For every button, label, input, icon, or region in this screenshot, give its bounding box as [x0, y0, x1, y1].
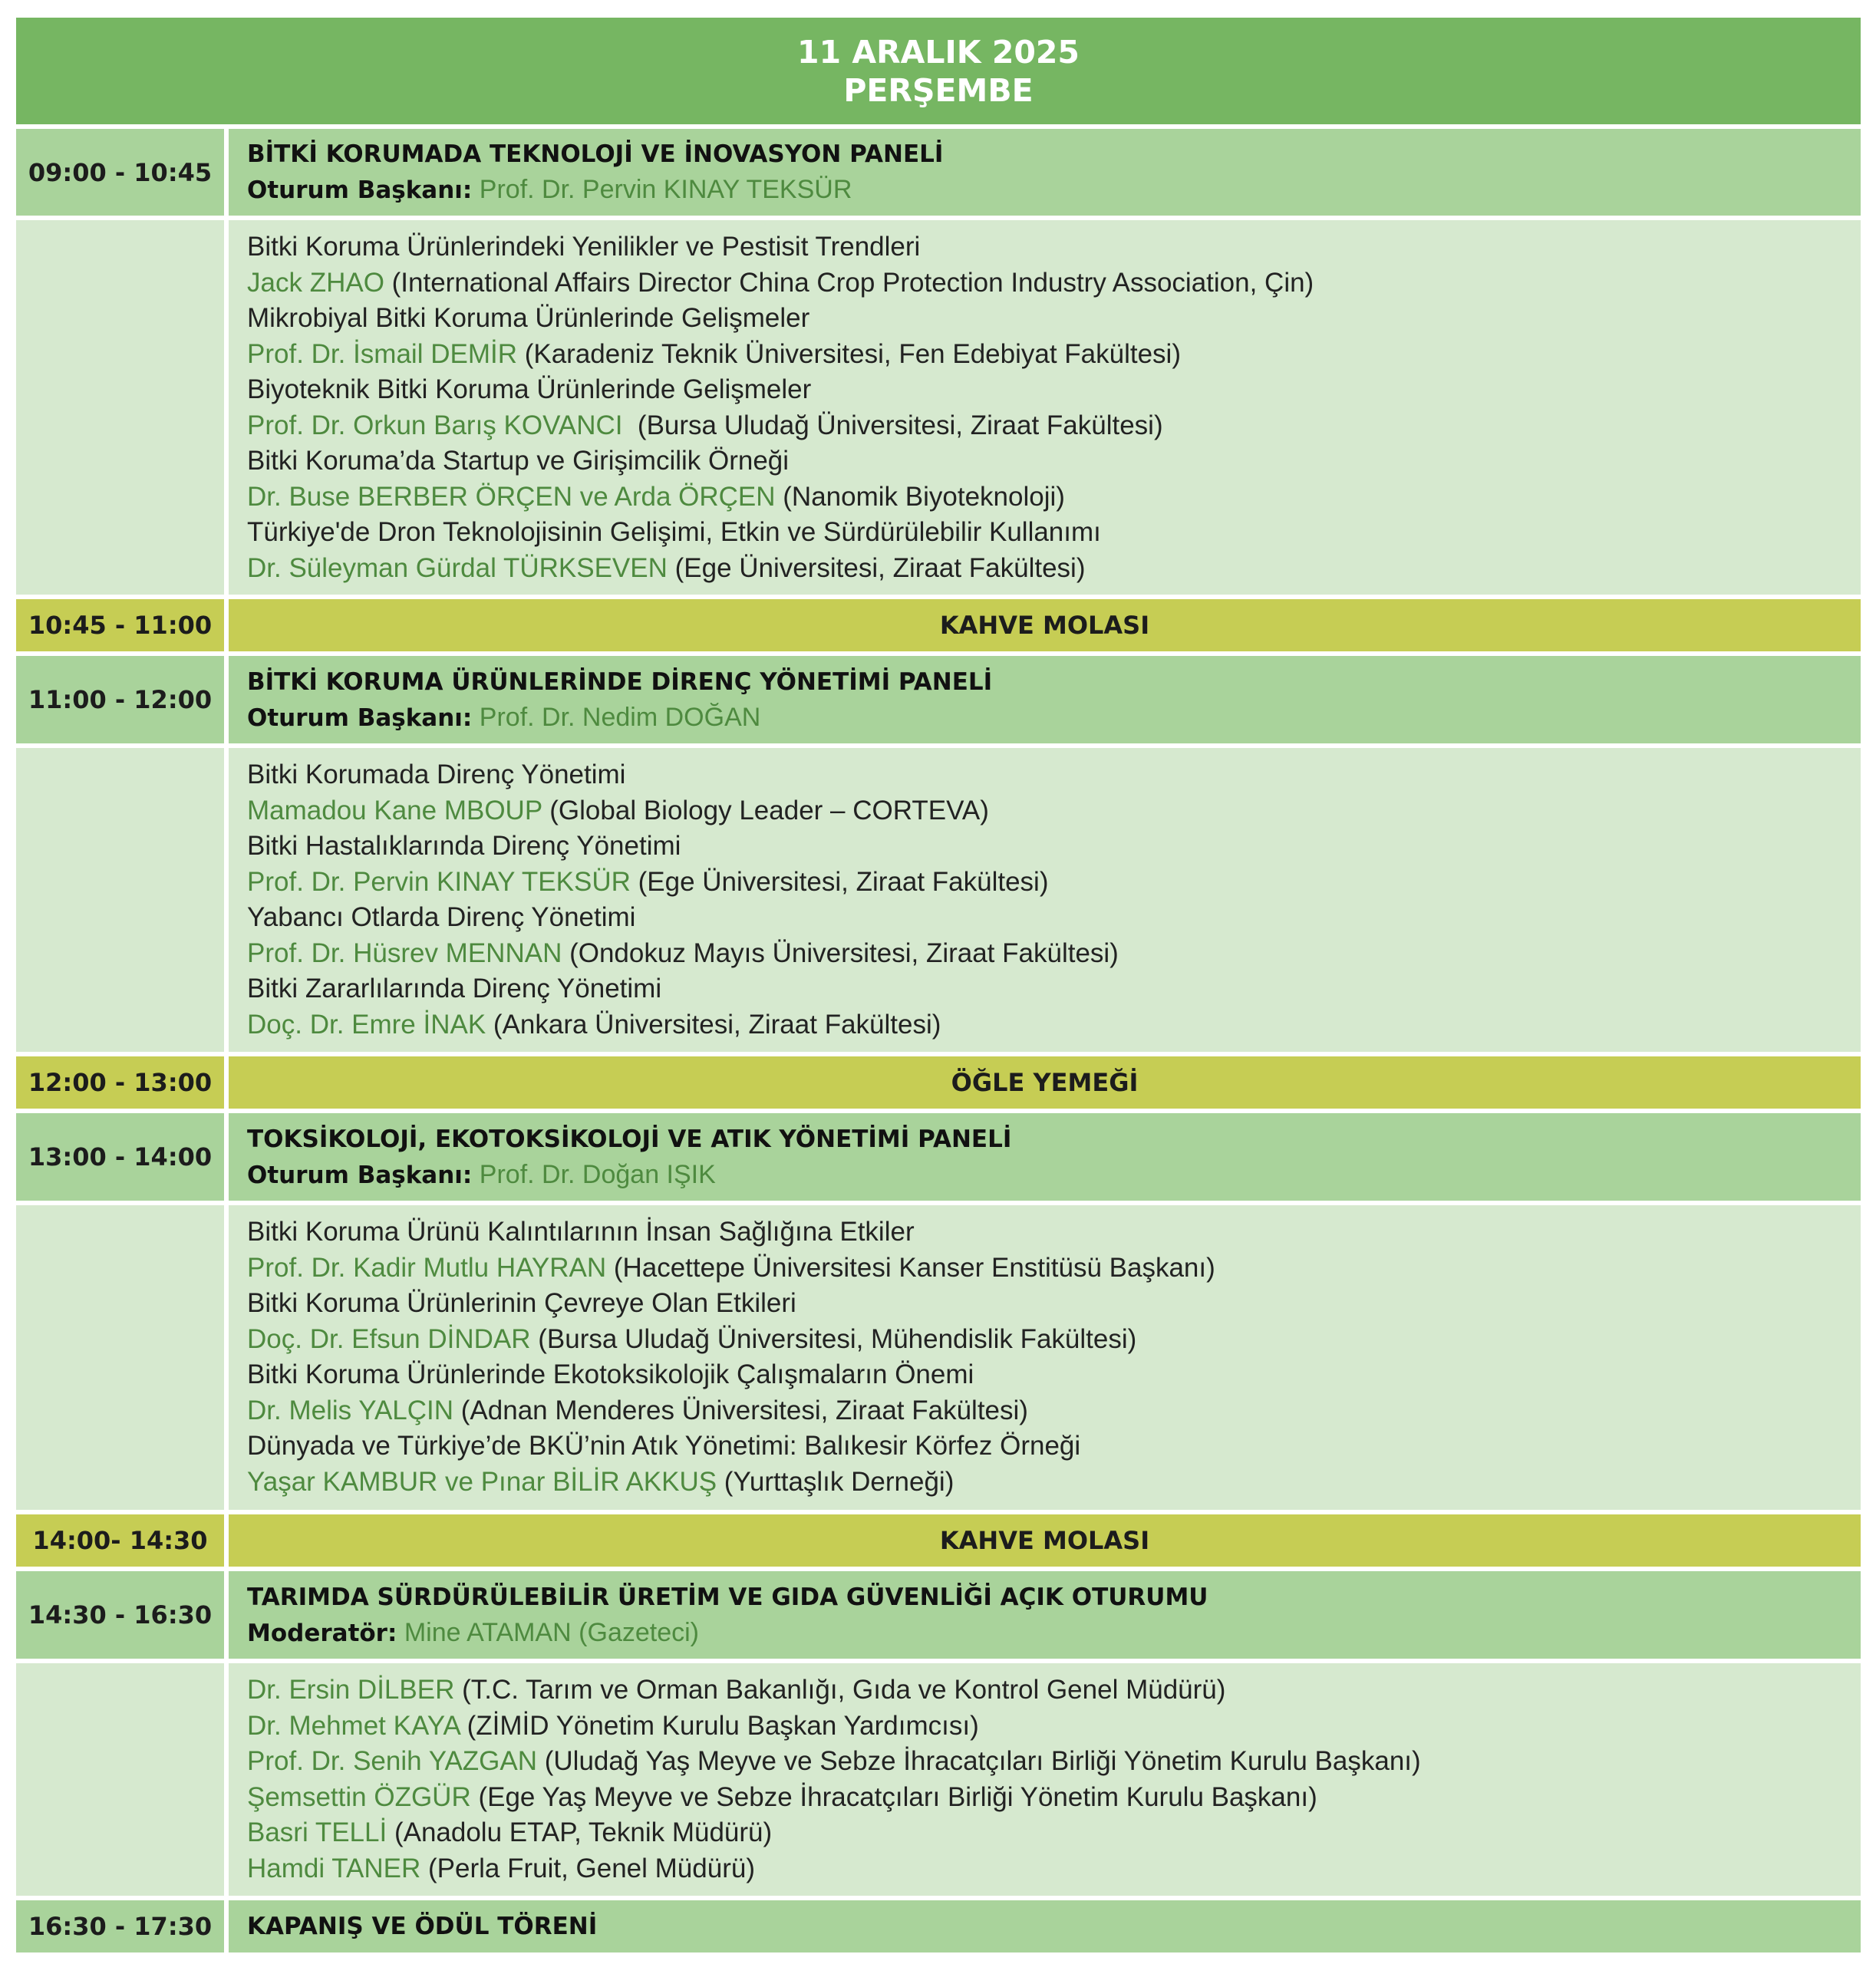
speaker-affiliation: (Uludağ Yaş Meyve ve Sebze İhracatçıları Birliği Yönetim Kurulu Başkanı): [537, 1746, 1421, 1776]
speaker-name: Prof. Dr. Pervin KINAY TEKSÜR: [247, 866, 631, 897]
lunch-label: ÖĞLE YEMEĞİ: [229, 1056, 1861, 1109]
speaker-affiliation: (Ankara Üniversitesi, Ziraat Fakültesi): [486, 1009, 941, 1040]
session-4-details-row: [16, 1663, 1861, 1896]
closing-time: 16:30 - 17:30: [16, 1900, 224, 1952]
speaker-affiliation: (Ege Yaş Meyve ve Sebze İhracatçıları Birliği Yönetim Kurulu Başkanı): [470, 1781, 1317, 1812]
day-header: [16, 18, 1861, 124]
speaker-line: [247, 479, 1861, 516]
session-3-chair: [247, 1157, 1861, 1193]
talk-title: Biyoteknik Bitki Koruma Ürünlerinde Gelişmeler: [247, 374, 812, 404]
speaker-affiliation: (Hacettepe Üniversitesi Kanser Enstitüsü Başkanı): [606, 1252, 1215, 1283]
speaker-affiliation: (International Affairs Director China Crop Protection Industry Association, Çin): [384, 267, 1314, 298]
speaker-name: Dr. Buse BERBER ÖRÇEN ve Arda ÖRÇEN: [247, 481, 776, 512]
coffee-break-2-time: 14:00- 14:30: [16, 1514, 224, 1567]
speaker-affiliation: (Ondokuz Mayıs Üniversitesi, Ziraat Fakültesi): [562, 938, 1119, 968]
session-1-header-row: [16, 129, 1861, 216]
speaker-affiliation: (T.C. Tarım ve Orman Bakanlığı, Gıda ve Kontrol Genel Müdürü): [454, 1675, 1226, 1705]
speaker-name: Mamadou Kane MBOUP: [247, 795, 542, 825]
session-2-header-row: [16, 656, 1861, 743]
session-4-info: [229, 1571, 1861, 1659]
session-4-speaker-list: [229, 1663, 1861, 1896]
speaker-name: Doç. Dr. Emre İNAK: [247, 1009, 486, 1040]
speaker-name: Jack ZHAO: [247, 267, 384, 298]
lunch-time: 12:00 - 13:00: [16, 1056, 224, 1109]
speaker-name: Prof. Dr. İsmail DEMİR: [247, 338, 517, 369]
session-3-header-row: [16, 1113, 1861, 1201]
session-3-details-row: [16, 1205, 1861, 1510]
talk-title: Mikrobiyal Bitki Koruma Ürünlerinde Gelişmeler: [247, 303, 810, 333]
speaker-line: [247, 265, 1861, 302]
speaker-affiliation: (ZİMİD Yönetim Kurulu Başkan Yardımcısı): [459, 1710, 979, 1741]
talk-title: Bitki Koruma Ürünlerinin Çevreye Olan Etkileri: [247, 1288, 796, 1318]
speaker-line: [247, 1322, 1861, 1358]
empty-time-cell: [16, 1205, 224, 1510]
session-2-title: BİTKİ KORUMA ÜRÜNLERİNDE DİRENÇ YÖNETİMİ PANELİ: [247, 667, 993, 696]
session-4-time: 14:30 - 16:30: [16, 1571, 224, 1659]
speaker-line: [247, 408, 1861, 444]
coffee-break-2-label: KAHVE MOLASI: [229, 1514, 1861, 1567]
speaker-line: [247, 1780, 1861, 1816]
session-2-time: 11:00 - 12:00: [16, 656, 224, 743]
empty-time-cell: [16, 220, 224, 595]
speaker-name: Prof. Dr. Senih YAZGAN: [247, 1746, 538, 1776]
speaker-line: [247, 1393, 1861, 1429]
empty-time-cell: [16, 748, 224, 1052]
speaker-line: [247, 1744, 1861, 1780]
talk-title: Bitki Korumada Direnç Yönetimi: [247, 760, 626, 789]
speaker-line: [247, 936, 1861, 972]
coffee-break-1-label: KAHVE MOLASI: [229, 599, 1861, 651]
speaker-affiliation: (Nanomik Biyoteknoloji): [775, 481, 1065, 512]
moderator-label: Moderatör:: [247, 1619, 397, 1647]
speaker-name: Prof. Dr. Kadir Mutlu HAYRAN: [247, 1252, 607, 1283]
speaker-name: Doç. Dr. Efsun DİNDAR: [247, 1323, 531, 1354]
speaker-name: Dr. Melis YALÇIN: [247, 1395, 454, 1425]
speaker-affiliation: (Yurttaşlık Derneği): [717, 1466, 954, 1497]
talk-title: Yabancı Otlarda Direnç Yönetimi: [247, 902, 636, 932]
speaker-affiliation: (Global Biology Leader – CORTEVA): [542, 795, 989, 825]
speaker-name: Şemsettin ÖZGÜR: [247, 1781, 471, 1812]
session-2-info: [229, 656, 1861, 743]
speaker-name: Hamdi TANER: [247, 1853, 421, 1883]
speaker-affiliation: (Perla Fruit, Genel Müdürü): [420, 1853, 755, 1883]
coffee-break-2-row: [16, 1514, 1861, 1567]
speaker-name: Prof. Dr. Hüsrev MENNAN: [247, 938, 562, 968]
speaker-affiliation: (Karadeniz Teknik Üniversitesi, Fen Edebiyat Fakültesi): [516, 338, 1181, 369]
speaker-line: [247, 1251, 1861, 1287]
moderator-name: Mine ATAMAN (Gazeteci): [404, 1617, 699, 1647]
talk-title: Bitki Zararlılarında Direnç Yönetimi: [247, 974, 662, 1003]
chair-label: Oturum Başkanı:: [247, 1161, 473, 1189]
day-label: PERŞEMBE: [843, 71, 1034, 109]
speaker-affiliation: (Adnan Menderes Üniversitesi, Ziraat Fakültesi): [453, 1395, 1028, 1425]
session-3-time: 13:00 - 14:00: [16, 1113, 224, 1201]
closing-row: [16, 1900, 1861, 1952]
talk-title: Bitki Koruma’da Startup ve Girişimcilik Örneği: [247, 446, 790, 476]
speaker-line: [247, 1007, 1861, 1043]
speaker-affiliation: (Bursa Uludağ Üniversitesi, Mühendislik Fakültesi): [530, 1323, 1137, 1354]
speaker-name: Dr. Süleyman Gürdal TÜRKSEVEN: [247, 552, 668, 583]
chair-name: Prof. Dr. Nedim DOĞAN: [479, 702, 761, 732]
speaker-line: [247, 793, 1861, 829]
speaker-line: [247, 551, 1861, 587]
date-label: 11 ARALIK 2025: [797, 33, 1080, 71]
speaker-affiliation: (Ege Üniversitesi, Ziraat Fakültesi): [630, 866, 1049, 897]
session-1-details-row: [16, 220, 1861, 595]
session-1-chair: [247, 172, 1861, 208]
chair-label: Oturum Başkanı:: [247, 704, 473, 732]
session-2-talk-list: [229, 748, 1861, 1052]
speaker-affiliation: (Bursa Uludağ Üniversitesi, Ziraat Fakültesi): [622, 410, 1163, 440]
coffee-break-1-time: 10:45 - 11:00: [16, 599, 224, 651]
session-3-talk-list: [229, 1205, 1861, 1510]
lunch-row: [16, 1056, 1861, 1109]
speaker-line: [247, 1851, 1861, 1887]
talk-title: Dünyada ve Türkiye’de BKÜ’nin Atık Yönetimi: Balıkesir Körfez Örneği: [247, 1431, 1081, 1461]
chair-name: Prof. Dr. Doğan IŞIK: [479, 1159, 716, 1189]
session-3-title: TOKSİKOLOJİ, EKOTOKSİKOLOJİ VE ATIK YÖNETİMİ PANELİ: [247, 1125, 1012, 1153]
session-1-info: [229, 129, 1861, 216]
session-1-time: 09:00 - 10:45: [16, 129, 224, 216]
speaker-line: [247, 1709, 1861, 1745]
speaker-line: [247, 865, 1861, 901]
speaker-name: Dr. Ersin DİLBER: [247, 1675, 455, 1705]
speaker-name: Prof. Dr. Orkun Barış KOVANCI: [247, 410, 623, 440]
session-1-title: BİTKİ KORUMADA TEKNOLOJİ VE İNOVASYON PANELİ: [247, 140, 944, 168]
speaker-line: [247, 337, 1861, 373]
session-4-header-row: [16, 1571, 1861, 1659]
session-2-details-row: [16, 748, 1861, 1052]
schedule-table: [16, 18, 1861, 1957]
speaker-line: [247, 1672, 1861, 1709]
talk-title: Türkiye'de Dron Teknolojisinin Gelişimi, Etkin ve Sürdürülebilir Kullanımı: [247, 517, 1101, 547]
talk-title: Bitki Hastalıklarında Direnç Yönetimi: [247, 831, 681, 861]
session-3-info: [229, 1113, 1861, 1201]
speaker-line: [247, 1815, 1861, 1851]
speaker-affiliation: (Ege Üniversitesi, Ziraat Fakültesi): [667, 552, 1086, 583]
talk-title: Bitki Koruma Ürünlerinde Ekotoksikolojik Çalışmaların Önemi: [247, 1359, 974, 1389]
speaker-affiliation: (Anadolu ETAP, Teknik Müdürü): [387, 1817, 773, 1847]
speaker-name: Yaşar KAMBUR ve Pınar BİLİR AKKUŞ: [247, 1466, 717, 1497]
empty-time-cell: [16, 1663, 224, 1896]
speaker-name: Basri TELLİ: [247, 1817, 387, 1847]
chair-label: Oturum Başkanı:: [247, 176, 473, 204]
session-1-talk-list: [229, 220, 1861, 595]
talk-title: Bitki Koruma Ürünü Kalıntılarının İnsan Sağlığına Etkiler: [247, 1217, 915, 1247]
chair-name: Prof. Dr. Pervin KINAY TEKSÜR: [479, 175, 852, 204]
talk-title: Bitki Koruma Ürünlerindeki Yenilikler ve Pestisit Trendleri: [247, 232, 921, 262]
session-4-moderator: [247, 1615, 1861, 1651]
speaker-line: [247, 1465, 1861, 1501]
session-2-chair: [247, 700, 1861, 736]
closing-label: KAPANIŞ VE ÖDÜL TÖRENİ: [229, 1900, 1861, 1952]
coffee-break-1-row: [16, 599, 1861, 651]
speaker-name: Dr. Mehmet KAYA: [247, 1710, 460, 1741]
session-4-title: TARIMDA SÜRDÜRÜLEBİLİR ÜRETİM VE GIDA GÜVENLİĞİ AÇIK OTURUMU: [247, 1583, 1208, 1611]
